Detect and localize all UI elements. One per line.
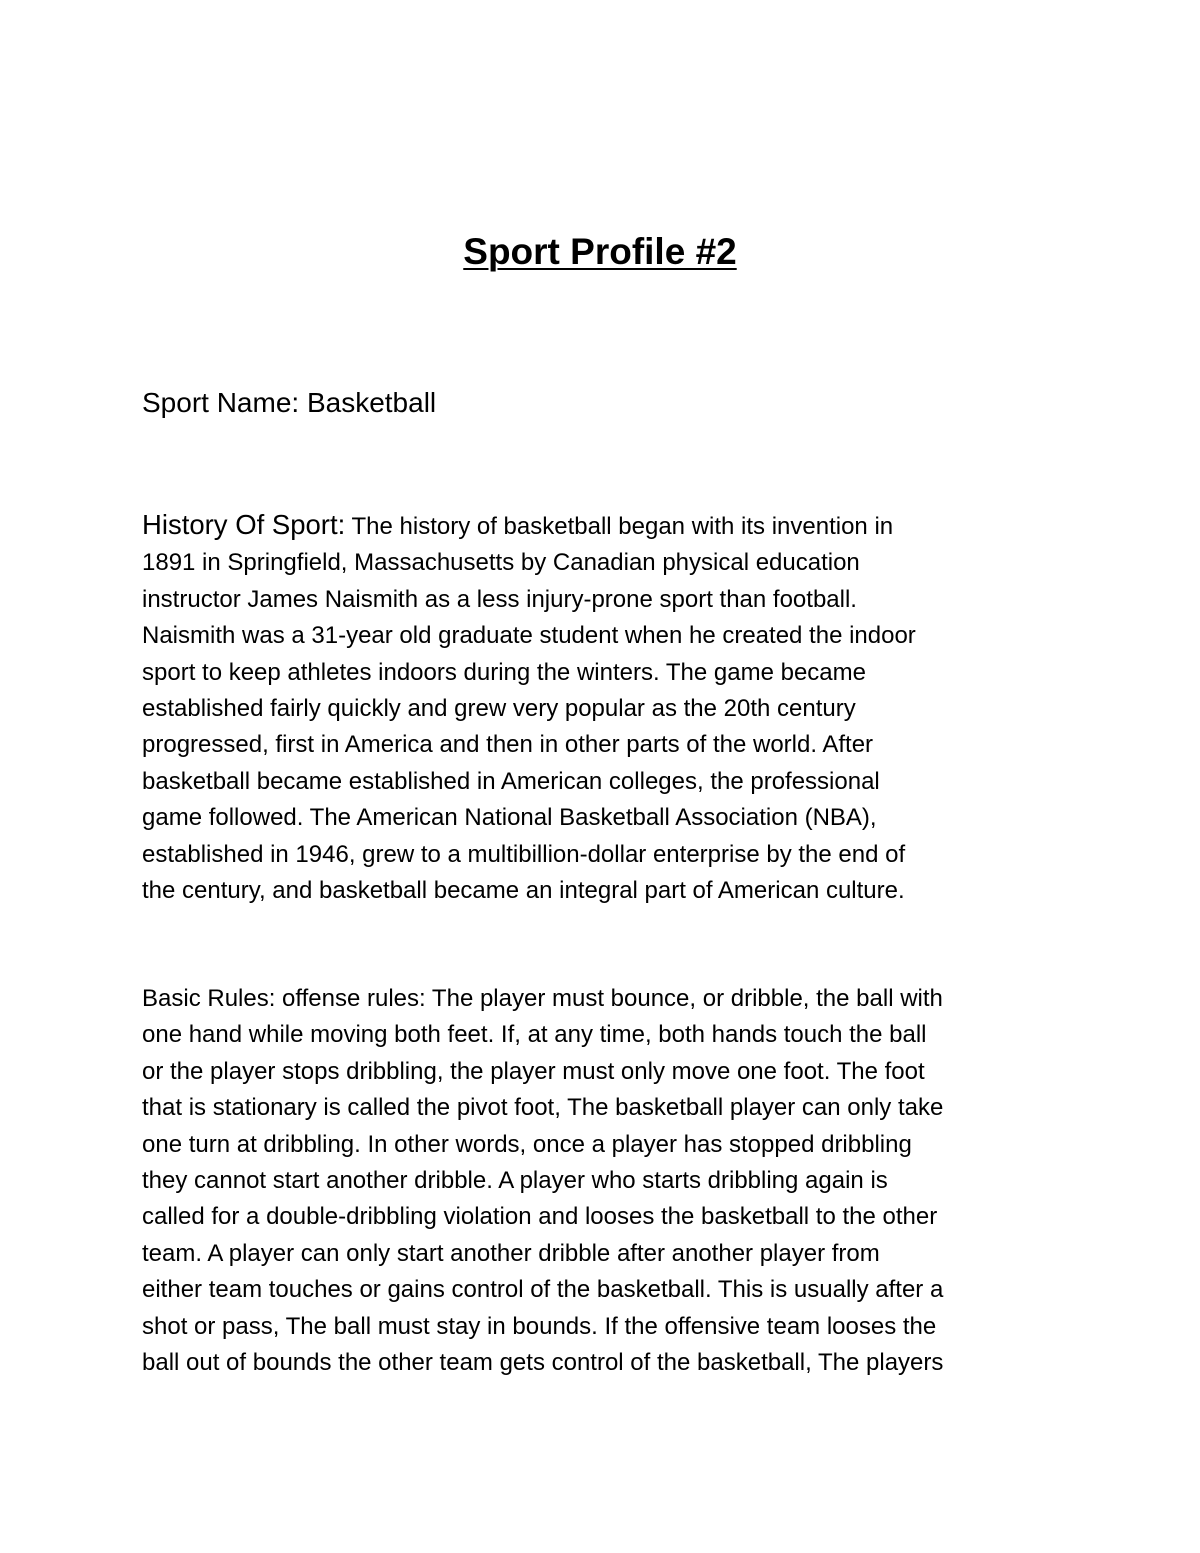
history-line: 1891 in Springfield, Massachusetts by Canadian physical education bbox=[142, 549, 860, 577]
history-line: sport to keep athletes indoors during the winters. The game became bbox=[142, 658, 866, 686]
rules-line: or the player stops dribbling, the player must only move one foot. The foot bbox=[142, 1057, 925, 1085]
rules-line: one hand while moving both feet. If, at any time, both hands touch the ball bbox=[142, 1021, 927, 1049]
history-line: instructor James Naismith as a less injury-prone sport than football. bbox=[142, 585, 857, 613]
history-line: Naismith was a 31-year old graduate student when he created the indoor bbox=[142, 622, 916, 650]
history-line bbox=[142, 507, 1072, 545]
rules-line: one turn at dribbling. In other words, once a player has stopped dribbling bbox=[142, 1130, 912, 1158]
rules-line: Basic Rules: offense rules: The player must bounce, or dribble, the ball with bbox=[142, 985, 943, 1012]
history-line: established in 1946, grew to a multibillion-dollar enterprise by the end of bbox=[142, 840, 906, 868]
history-line: basketball became established in American colleges, the professional bbox=[142, 767, 880, 795]
history-line-text: The history of basketball began with its invention in bbox=[345, 513, 894, 540]
page-title: Sport Profile #2 bbox=[463, 231, 737, 272]
rules-paragraph bbox=[142, 981, 1072, 1381]
history-label: History Of Sport: bbox=[142, 509, 346, 540]
rules-line: shot or pass, The ball must stay in bounds. If the offensive team looses the bbox=[142, 1312, 937, 1340]
history-line: the century, and basketball became an integral part of American culture. bbox=[142, 877, 905, 905]
history-line: established fairly quickly and grew very popular as the 20th century bbox=[142, 695, 856, 723]
rules-line: ball out of bounds the other team gets control of the basketball, The players bbox=[142, 1349, 944, 1377]
rules-line: team. A player can only start another dribble after another player from bbox=[142, 1239, 880, 1267]
history-paragraph bbox=[142, 507, 1072, 909]
history-line: game followed. The American National Basketball Association (NBA), bbox=[142, 804, 877, 832]
rules-line: that is stationary is called the pivot foot, The basketball player can only take bbox=[142, 1094, 944, 1122]
rules-line: either team touches or gains control of the basketball. This is usually after a bbox=[142, 1276, 944, 1304]
sport-name-line: Sport Name: Basketball bbox=[142, 387, 437, 418]
rules-line: called for a double-dribbling violation and looses the basketball to the other bbox=[142, 1203, 938, 1231]
rules-line: they cannot start another dribble. A player who starts dribbling again is bbox=[142, 1167, 888, 1195]
history-line: progressed, first in America and then in other parts of the world. After bbox=[142, 731, 874, 759]
